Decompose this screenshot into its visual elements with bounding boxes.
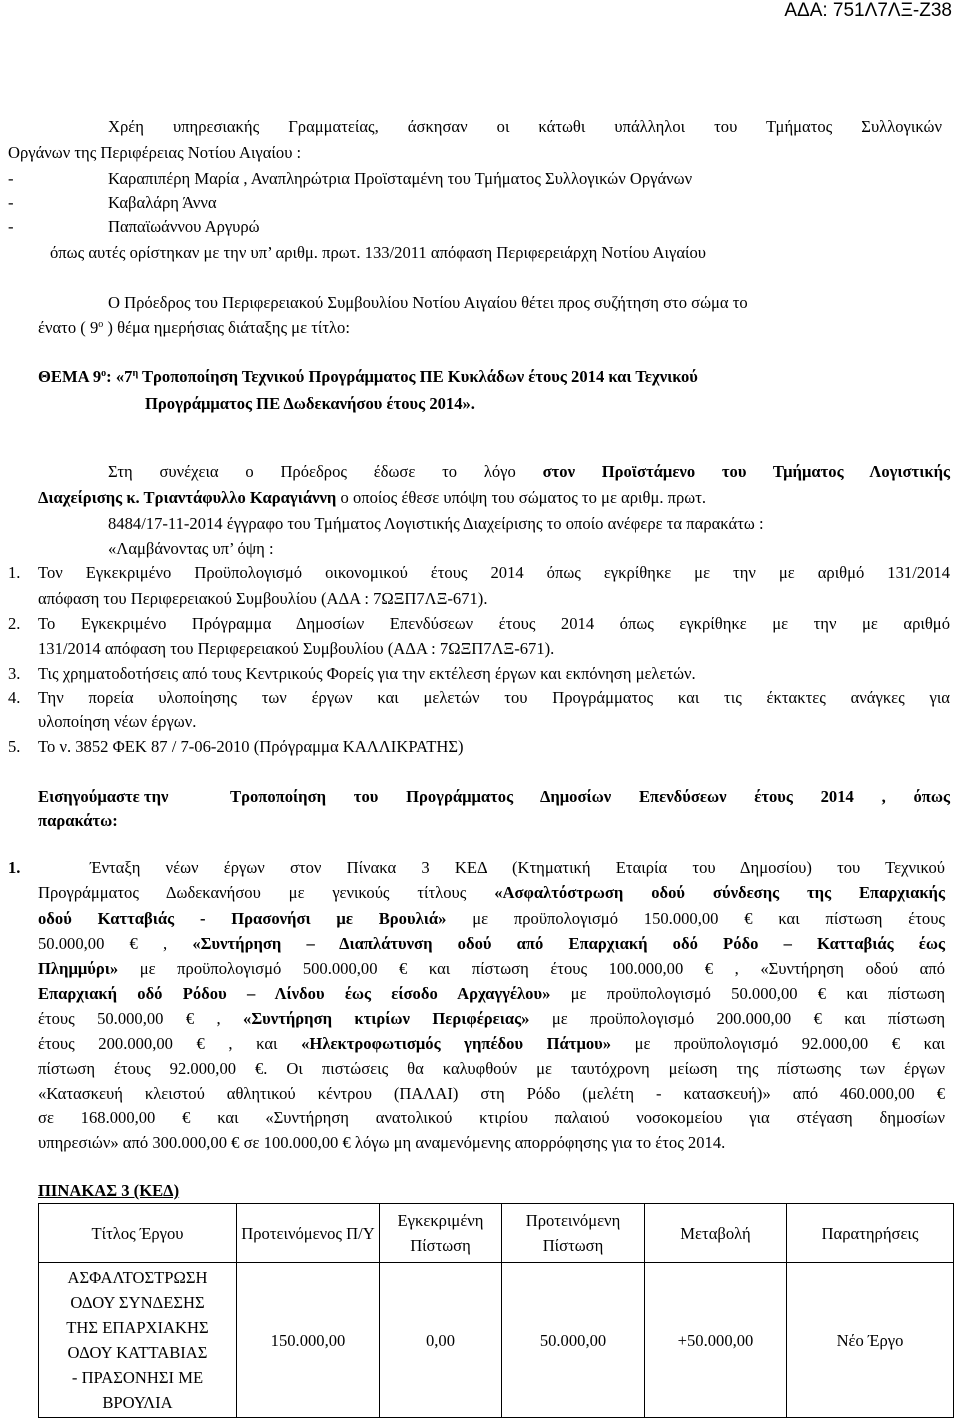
item-line: έτους 50.000,00 € , «Συντήρηση κτιρίων Περιφέρειας» με προϋπολογισμό 200.000,00 € και πίστωση	[38, 1009, 945, 1028]
list-number: 4.	[8, 688, 21, 707]
list-number: 2.	[8, 614, 21, 633]
list-number: 1.	[8, 563, 21, 582]
notes-cell: Νέο Έργο	[787, 1263, 954, 1418]
list-number: 5.	[8, 737, 21, 756]
item-line: σε 168.000,00 € και «Συντήρηση ανατολικού κτιρίου παλαιού νοσοκομείου για στέγαση δημοσίων	[38, 1108, 945, 1127]
chair-line-2: ένατο ( $9^o$ ) θέμα ημερήσιας διάταξης με τίτλο:	[38, 318, 350, 337]
topic-title: ΘΕΜΑ $9^o$: «$7^\eta$ Τροποποίηση Τεχνικού Προγράμματος ΠΕ Κυκλάδων έτους 2014 και Τεχνικού	[38, 367, 698, 386]
proposal-title-cont: παρακάτω:	[38, 811, 118, 830]
item-line: Επαρχιακή οδό Ρόδου – Λίνδου έως είσοδο Αρχαγγέλου» με προϋπολογισμό 50.000,00 € και πίστωση	[38, 984, 945, 1003]
item-line: υπηρεσιών» από 300.000,00 € σε 100.000,00 € λόγω μη αναμενόμενης απορρόφησης για το έτος 2014.	[38, 1133, 726, 1152]
list-item: Τον Εγκεκριμένο Προϋπολογισμό οικονομικού έτους 2014 όπως εγκρίθηκε με την με αριθμό 131/2014	[38, 563, 950, 582]
item-line: Προγράμματος Δωδεκανήσου με γενικούς τίτλους «Ασφαλτόστρωση οδού σύνδεσης της Επαρχιακής	[38, 883, 945, 902]
list-item: Το Εγκεκριμένο Πρόγραμμα Δημοσίων Επενδύσεων έτους 2014 όπως εγκρίθηκε με την με αριθμό	[38, 614, 950, 633]
list-item-cont: 131/2014 απόφαση του Περιφερειακού Συμβουλίου (ΑΔΑ : 7ΩΞΠ7ΛΞ-671).	[38, 639, 555, 658]
table-header-row	[39, 1204, 954, 1263]
staff-member: Παπαϊωάννου Αργυρώ	[108, 217, 260, 236]
list-number: 3.	[8, 664, 21, 683]
item-line: «Κατασκευή κλειστού αθλητικού κέντρου (ΠΑΛΑΙ) στη Ρόδο (μελέτη - κατασκευή)» από 460.000,00 €	[38, 1084, 945, 1103]
proposal-title: Τροποποίηση του Προγράμματος Δημοσίων Επενδύσεων έτους 2014 , όπως	[230, 787, 950, 806]
dash: -	[8, 193, 14, 212]
staff-member: Καβαλάρη Άννα	[108, 193, 217, 212]
item-line: πίστωση έτους 92.000,00 €. Οι πιστώσεις θα καλυφθούν με ταυτόχρονη μείωση της πίστωσης των έργων	[38, 1059, 945, 1078]
dash: -	[8, 169, 14, 188]
header-cell: Μεταβολή	[645, 1204, 787, 1263]
item-line: έτους 200.000,00 € , και «Ηλεκτροφωτισμός γηπέδου Πάτμου» με προϋπολογισμό 92.000,00 € και	[38, 1034, 945, 1053]
list-item: Την πορεία υλοποίησης των έργων και μελετών του Προγράμματος και τις έκτακτες ανάγκες για	[38, 688, 950, 707]
item-line: 50.000,00 € , «Συντήρηση – Διαπλάτυνση οδού από Επαρχιακή οδό Ρόδο – Κατταβιάς έως	[38, 934, 945, 953]
ada-code: ΑΔΑ: 751Λ7ΛΞ-Ζ38	[784, 0, 952, 21]
chair-line-1: Ο Πρόεδρος του Περιφερειακού Συμβουλίου Νοτίου Αιγαίου θέτει προς συζήτηση στο σώμα το	[108, 293, 748, 312]
staff-member: Καραπιπέρη Μαρία , Αναπληρώτρια Προϊσταμένη του Τμήματος Συλλογικών Οργάνων	[108, 169, 693, 188]
speaker-line-3: 8484/17-11-2014 έγγραφο του Τμήματος Λογιστικής Διαχείρισης το οποίο ανέφερε τα παρακάτω :	[108, 514, 764, 533]
change-cell: +50.000,00	[645, 1263, 787, 1418]
speaker-line-2: Διαχείρισης κ. Τριαντάφυλλο Καραγιάννη ο οποίος έθεσε υπόψη του σώματος το με αριθμ. πρωτ.	[38, 488, 707, 507]
header-cell: Εγκεκριμένη Πίστωση	[380, 1204, 502, 1263]
list-item-cont: υλοποίηση νέων έργων.	[38, 712, 197, 731]
list-item: Το ν. 3852 ΦΕΚ 87 / 7-06-2010 (Πρόγραμμα ΚΑΛΛΙΚΡΑΤΗΣ)	[38, 737, 464, 756]
item-line: Ένταξη νέων έργων στον Πίνακα 3 ΚΕΔ (Κτηματική Εταιρία του Δημοσίου) του Τεχνικού	[90, 858, 945, 877]
intro-line-1: Χρέη υπηρεσιακής Γραμματείας, άσκησαν οι κάτωθι υπάλληλοι του Τμήματος Συλλογικών	[108, 117, 942, 136]
ked-table	[38, 1203, 954, 1418]
list-item-cont: απόφαση του Περιφερειακού Συμβουλίου (ΑΔΑ : 7ΩΞΠ7ΛΞ-671).	[38, 589, 488, 608]
topic-title-cont: Προγράμματος ΠΕ Δωδεκανήσου έτους 2014».	[145, 394, 475, 413]
header-cell: Παρατηρήσεις	[787, 1204, 954, 1263]
header-cell: Τίτλος Έργου	[39, 1204, 237, 1263]
header-cell: Προτεινόμενη Πίστωση	[502, 1204, 645, 1263]
list-item: Τις χρηματοδοτήσεις από τους Κεντρικούς Φορείς για την εκτέλεση έργων και εκπόνηση μελετών.	[38, 664, 696, 683]
speaker-line-1: Στη συνέχεια ο Πρόεδρος έδωσε το λόγο στον Προϊστάμενο του Τμήματος Λογιστικής	[108, 462, 950, 481]
speaker-line-4: «Λαμβάνοντας υπ’ όψη :	[108, 539, 274, 558]
header-cell: Προτεινόμενος Π/Υ	[237, 1204, 380, 1263]
item-line: Πλημμύρι» με προϋπολογισμό 500.000,00 € και πίστωση έτους 100.000,00 € , «Συντήρηση οδού από	[38, 959, 945, 978]
proposed-cell: 50.000,00	[502, 1263, 645, 1418]
proposal-label: Εισηγούμαστε την	[38, 787, 169, 806]
decision-line: όπως αυτές ορίστηκαν με την υπ’ αριθμ. πρωτ. 133/2011 απόφαση Περιφερειάρχη Νοτίου Αιγαίου	[50, 243, 707, 262]
table-title: ΠΙΝΑΚΑΣ 3 (ΚΕΔ)	[38, 1181, 180, 1200]
project-title-cell: ΑΣΦΑΛΤΟΣΤΡΩΣΗ ΟΔΟΥ ΣΥΝΔΕΣΗΣ ΤΗΣ ΕΠΑΡΧΙΑΚΗΣ ΟΔΟΥ ΚΑΤΤΑΒΙΑΣ - ΠΡΑΣΟΝΗΣΙ ΜΕ ΒΡΟΥΛΙΑ	[39, 1263, 237, 1418]
item-line: οδού Κατταβιάς - Πρασονήσι με Βρουλιά» με προϋπολογισμό 150.000,00 € και πίστωση έτους	[38, 909, 945, 928]
table-row	[39, 1263, 954, 1418]
dash: -	[8, 217, 14, 236]
intro-line-2: Οργάνων της Περιφέρειας Νοτίου Αιγαίου :	[8, 143, 302, 162]
item-number: 1.	[8, 858, 21, 877]
approved-cell: 0,00	[380, 1263, 502, 1418]
budget-cell: 150.000,00	[237, 1263, 380, 1418]
